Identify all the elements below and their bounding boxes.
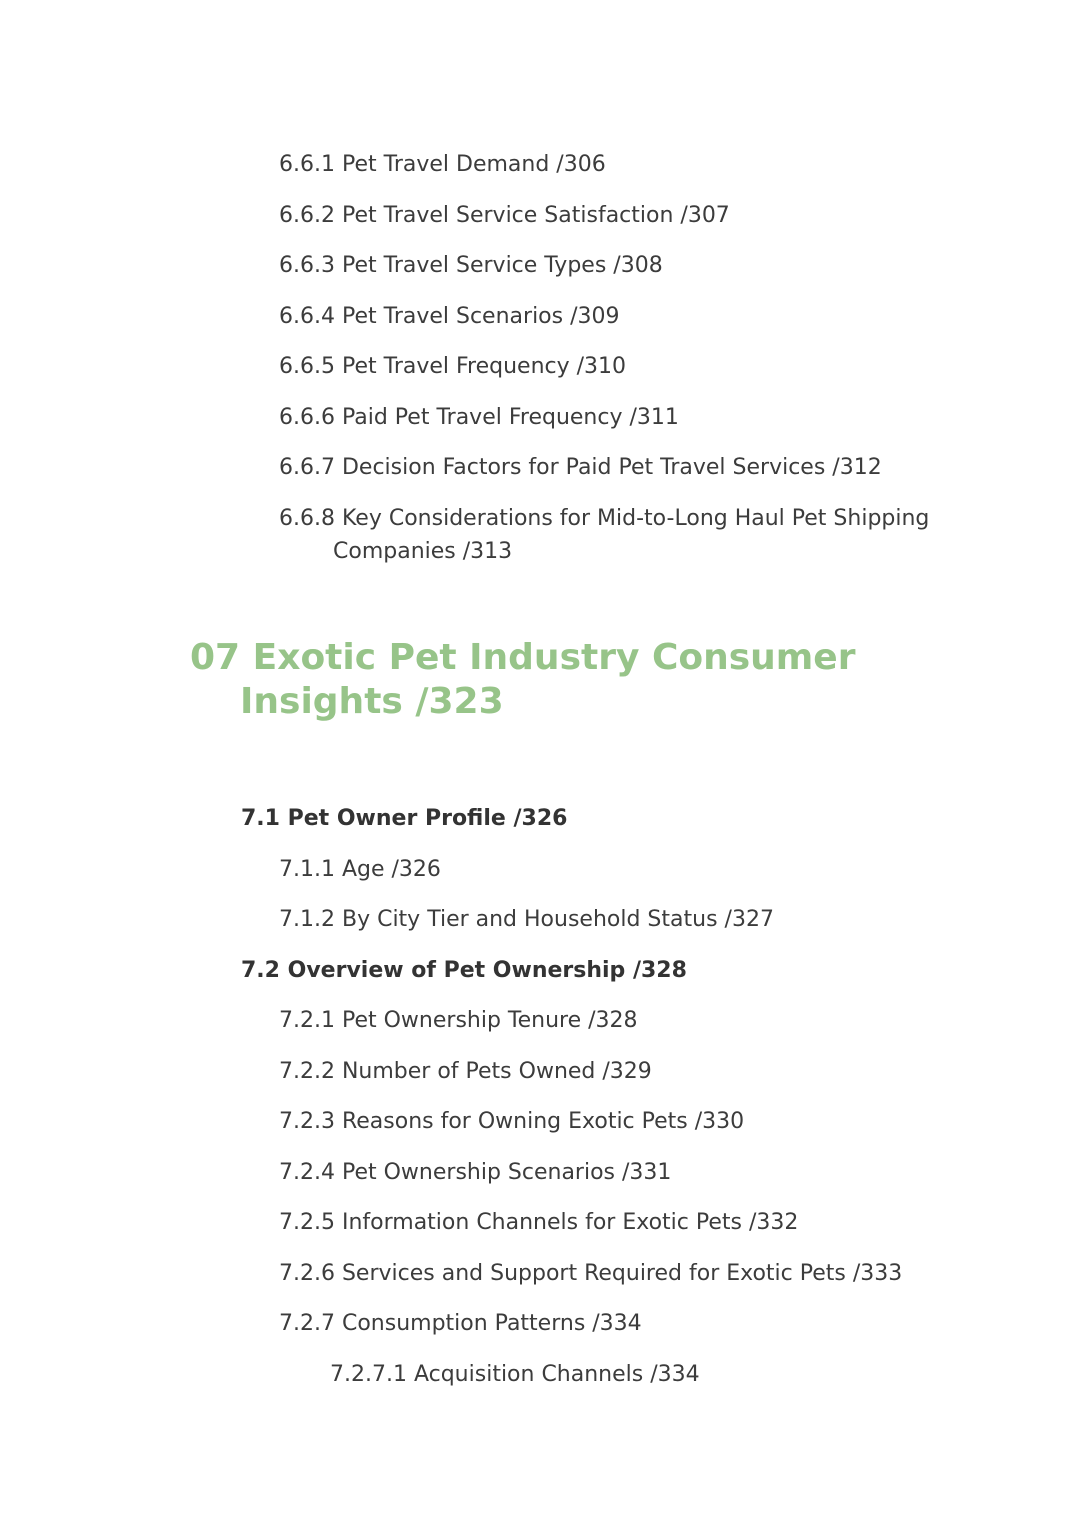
toc-entry-6-6-1[interactable]: 6.6.1 Pet Travel Demand /306 (279, 152, 606, 177)
toc-section-7-2[interactable]: 7.2 Overview of Pet Ownership /328 (241, 958, 687, 983)
toc-entry-6-6-2[interactable]: 6.6.2 Pet Travel Service Satisfaction /307 (279, 203, 730, 228)
toc-entry-6-6-8-line2: Companies /313 (333, 539, 513, 564)
toc-entry-6-6-4[interactable]: 6.6.4 Pet Travel Scenarios /309 (279, 304, 620, 329)
toc-entry-6-6-6[interactable]: 6.6.6 Paid Pet Travel Frequency /311 (279, 405, 679, 430)
toc-entry-7-2-4[interactable]: 7.2.4 Pet Ownership Scenarios /331 (279, 1160, 672, 1185)
chapter-07-heading[interactable] (190, 636, 855, 724)
toc-entry-7-1-1[interactable]: 7.1.1 Age /326 (279, 857, 441, 882)
toc-entry-7-2-1[interactable]: 7.2.1 Pet Ownership Tenure /328 (279, 1008, 638, 1033)
toc-entry-7-2-6[interactable]: 7.2.6 Services and Support Required for Exotic Pets /333 (279, 1261, 903, 1286)
toc-entry-6-6-5[interactable]: 6.6.5 Pet Travel Frequency /310 (279, 354, 627, 379)
toc-entry-6-6-3[interactable]: 6.6.3 Pet Travel Service Types /308 (279, 253, 663, 278)
toc-entry-7-2-7-1[interactable]: 7.2.7.1 Acquisition Channels /334 (330, 1362, 700, 1387)
toc-entry-7-2-2[interactable]: 7.2.2 Number of Pets Owned /329 (279, 1059, 652, 1084)
toc-entry-6-6-7[interactable]: 6.6.7 Decision Factors for Paid Pet Travel Services /312 (279, 455, 882, 480)
chapter-07-heading-line2: Insights /323 (240, 681, 504, 722)
toc-entry-7-2-5[interactable]: 7.2.5 Information Channels for Exotic Pets /332 (279, 1210, 799, 1235)
toc-entry-7-2-7[interactable]: 7.2.7 Consumption Patterns /334 (279, 1311, 642, 1336)
toc-entry-7-2-3[interactable]: 7.2.3 Reasons for Owning Exotic Pets /330 (279, 1109, 745, 1134)
toc-entry-6-6-8[interactable] (279, 502, 929, 568)
toc-section-7-1[interactable]: 7.1 Pet Owner Profile /326 (241, 806, 568, 831)
chapter-07-heading-line1: 07 Exotic Pet Industry Consumer (190, 637, 856, 678)
toc-entry-7-1-2[interactable]: 7.1.2 By City Tier and Household Status /327 (279, 907, 774, 932)
toc-entry-6-6-8-line1: 6.6.8 Key Considerations for Mid-to-Long Haul Pet Shipping (279, 506, 930, 531)
